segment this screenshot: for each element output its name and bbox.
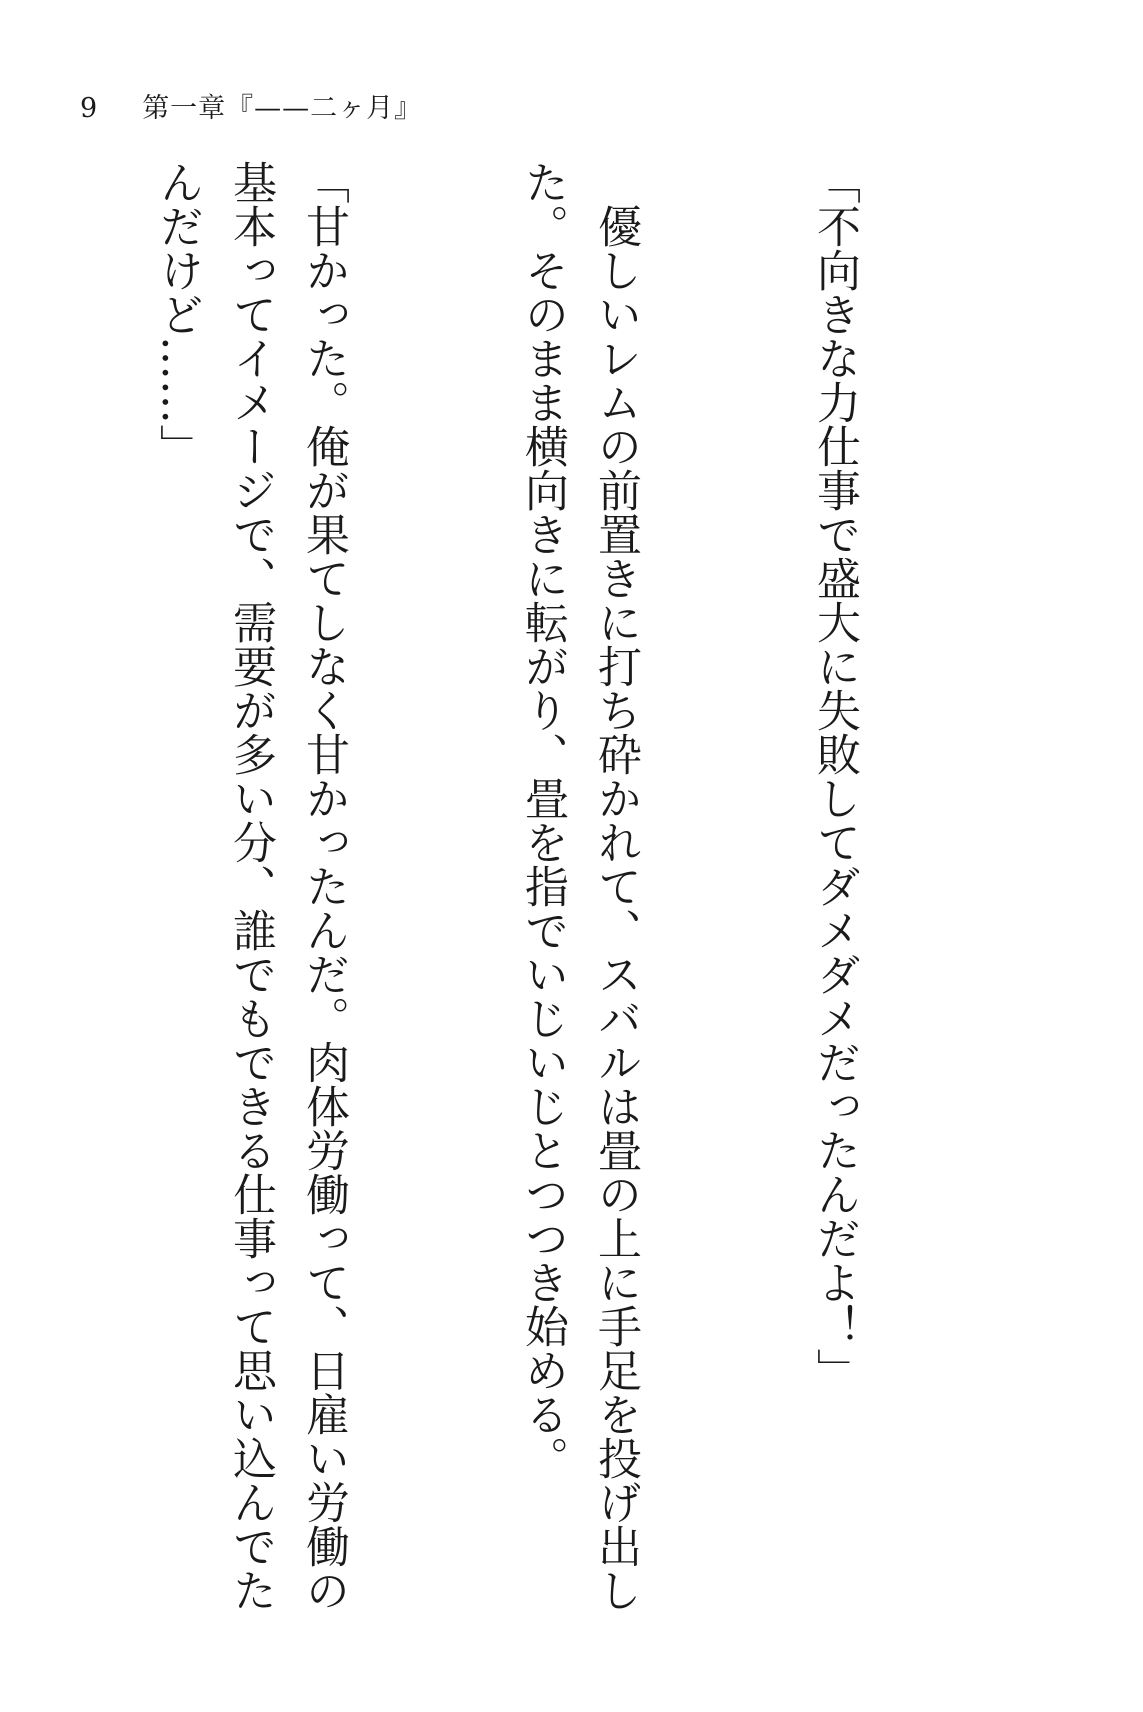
running-header (80, 86, 422, 125)
paragraph: 「不向きな力仕事で盛大に失敗してダメダメだったんだよ！」 (809, 160, 860, 1392)
paragraph: 「甘かった。俺が果てしなく甘かったんだ。肉体労働って、日雇い労働の基本ってイメージで、需要が多い分、誰でもできる仕事って思い込んでたんだけど……」 (152, 160, 349, 1612)
page-number: 9 (80, 93, 99, 124)
paragraph: 優しいレムの前置きに打ち砕かれて、スバルは畳の上に手足を投げ出した。そのまま横向きに転がり、畳を指でいじいじとつつき始める。 (517, 160, 641, 1612)
chapter-title: 第一章『——二ヶ月』 (142, 93, 423, 124)
vertical-text-body (77, 160, 1017, 1630)
